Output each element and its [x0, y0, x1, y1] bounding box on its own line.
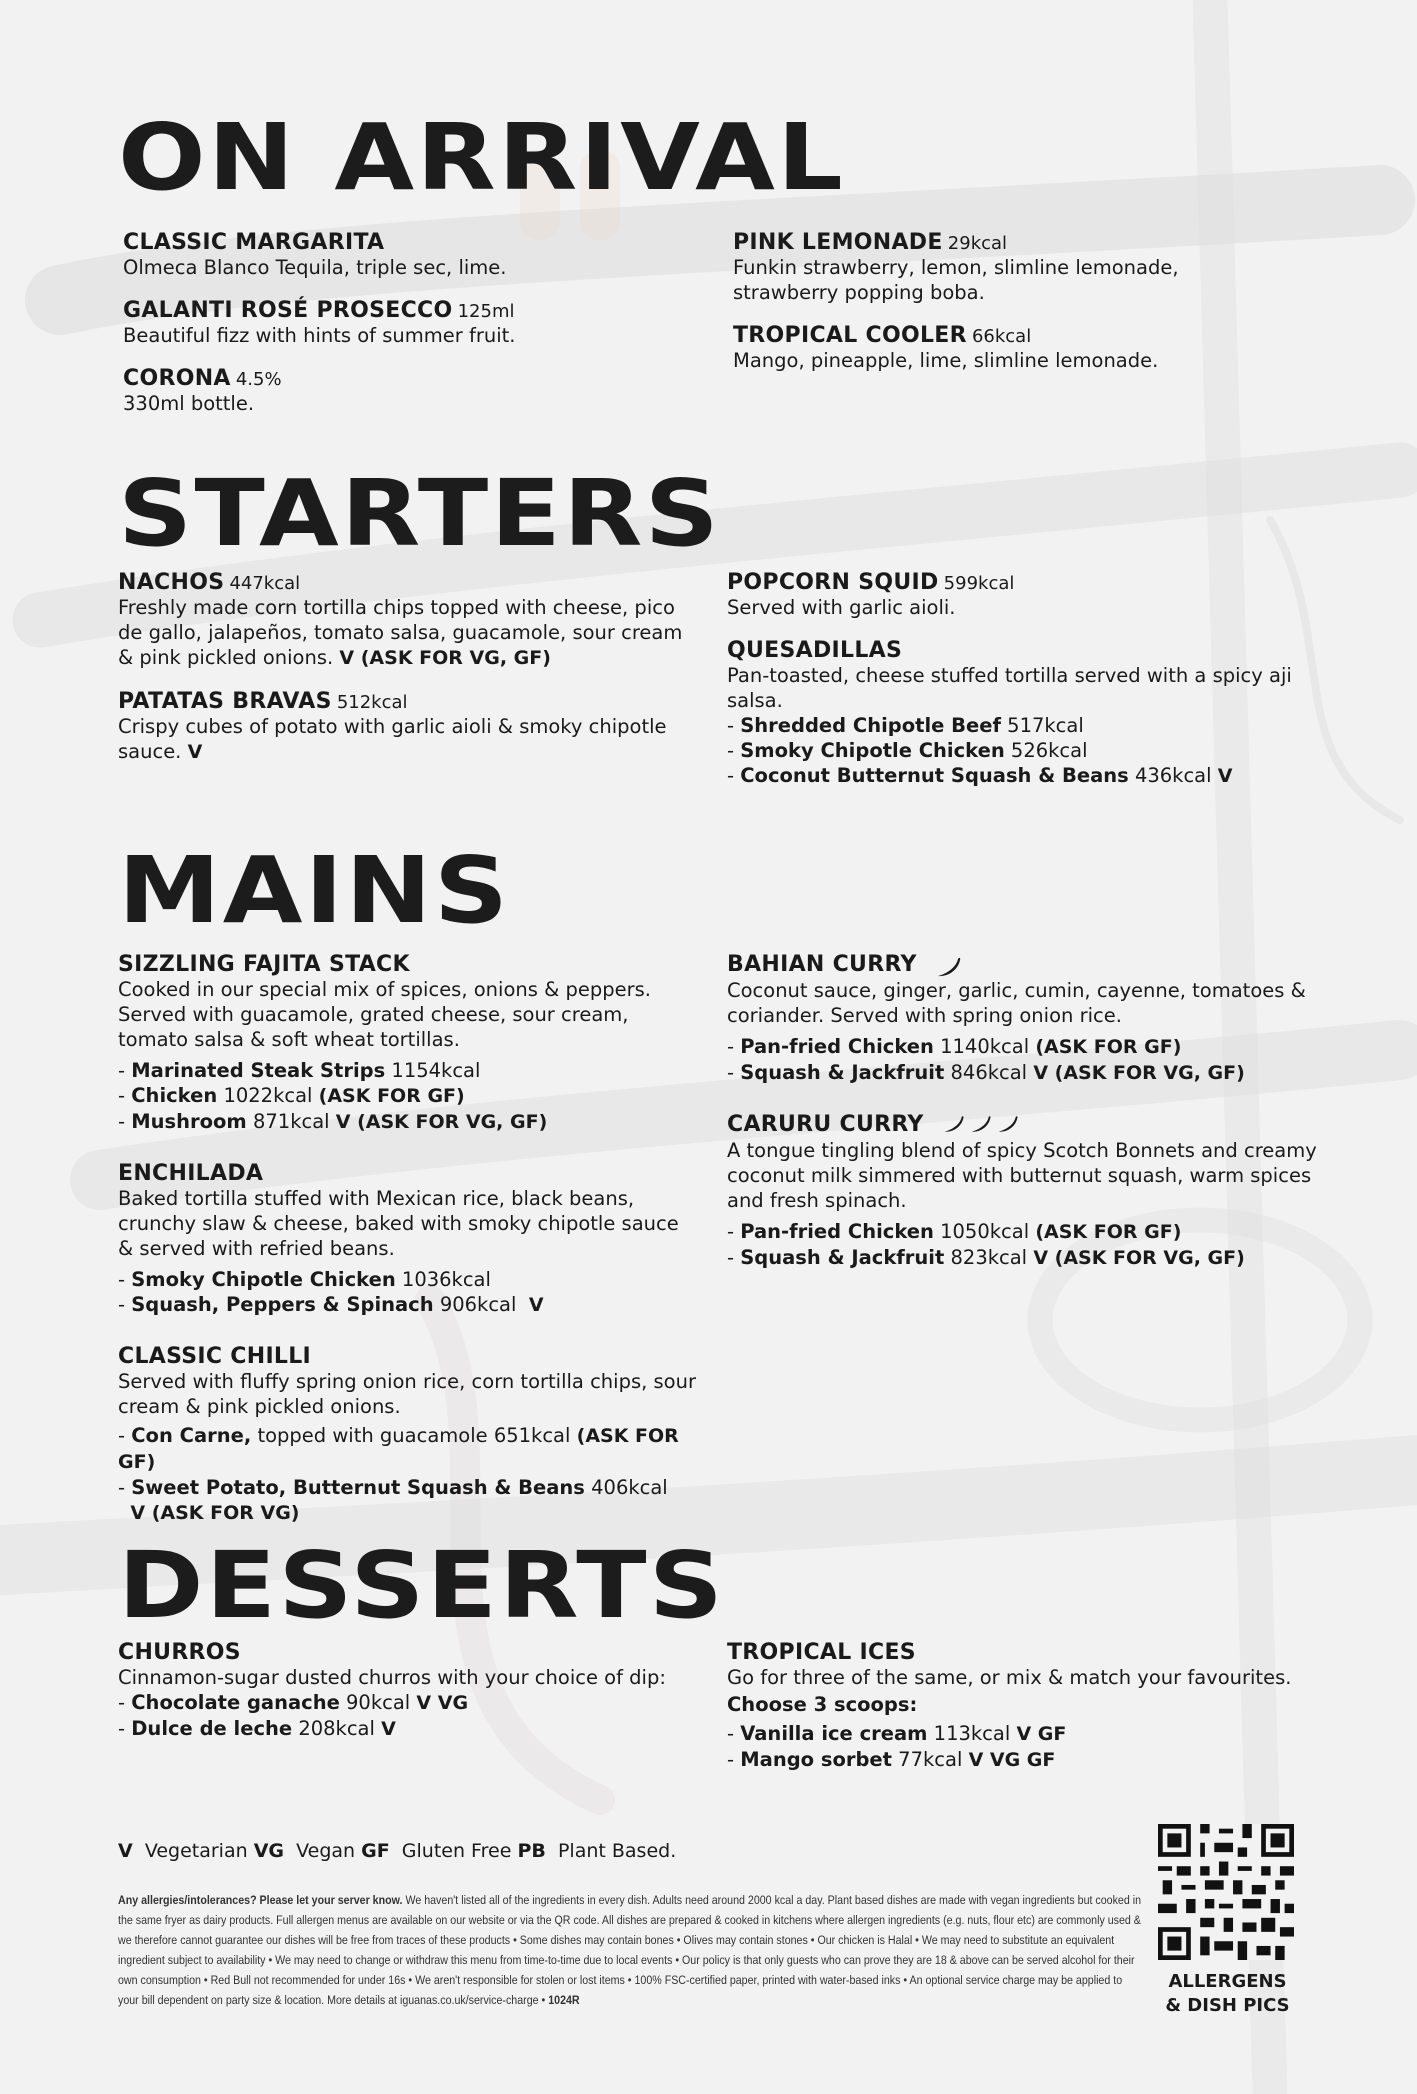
menu-item [118, 1344, 698, 1526]
option-row: - Squash, Peppers & Spinach 906kcal V [118, 1293, 544, 1316]
option-row: - Smoky Chipotle Chicken 1036kcal [118, 1268, 491, 1291]
item-name: POPCORN SQUID [727, 570, 939, 595]
item-name: CLASSIC MARGARITA [123, 230, 385, 255]
item-name: TROPICAL ICES [727, 1640, 916, 1665]
item-description: Go for three of the same, or mix & match your favourites. [727, 1666, 1292, 1689]
option-row: - Vanilla ice cream 113kcal V GF [727, 1722, 1067, 1745]
desserts-right-column [727, 1640, 1327, 1791]
item-description: Coconut sauce, ginger, garlic, cumin, cayenne, tomatoes & coriander. Served with spring onion rice. [727, 978, 1306, 1027]
menu-item [727, 570, 1307, 620]
item-description: Served with garlic aioli. [727, 596, 956, 619]
option-row: - Mushroom 871kcal V (ASK FOR VG, GF) [118, 1110, 548, 1133]
menu-item [118, 1640, 698, 1742]
item-description: Olmeca Blanco Tequila, triple sec, lime. [123, 256, 507, 279]
option-row: - Chicken 1022kcal (ASK FOR GF) [118, 1084, 465, 1107]
dietary-tag: V [528, 1294, 544, 1316]
item-kcal: 29kcal [947, 233, 1008, 254]
item-name: BAHIAN CURRY [727, 952, 917, 977]
item-name: CLASSIC CHILLI [118, 1344, 312, 1369]
item-description: A tongue tingling blend of spicy Scotch Bonnets and creamy coconut milk simmered with butternut squash, warm spices and fresh spinach. [727, 1139, 1317, 1212]
menu-item [727, 1640, 1327, 1773]
dietary-tag: V VG GF [968, 1749, 1056, 1771]
menu-item [123, 230, 683, 280]
option-row: - Chocolate ganache 90kcal V VG [118, 1691, 469, 1714]
item-name: CARURU CURRY [727, 1111, 924, 1137]
option-row: - Marinated Steak Strips 1154kcal [118, 1059, 481, 1082]
item-name: NACHOS [118, 570, 225, 595]
item-description: Freshly made corn tortilla chips topped with cheese, pico de gallo, jalapeños, tomato salsa, guacamole, sour cream & pink pickled onions. V (ASK FOR VG, GF) [118, 596, 683, 669]
item-measure: 4.5% [235, 369, 282, 390]
dietary-tag: V (ASK FOR VG, GF) [1033, 1061, 1245, 1084]
menu-item [727, 952, 1317, 1086]
dietary-tag: (ASK FOR GF) [318, 1085, 465, 1107]
item-name: QUESADILLAS [727, 638, 903, 663]
option-row: - Squash & Jackfruit 823kcal V (ASK FOR VG, GF) [727, 1246, 1245, 1269]
dietary-tag: (ASK FOR GF) [1035, 1035, 1182, 1058]
dietary-tag: V (ASK FOR VG) [130, 1502, 300, 1524]
item-name: GALANTI ROSÉ PROSECCO [123, 298, 453, 323]
menu-item [733, 230, 1253, 305]
option-row: - Pan-fried Chicken 1050kcal (ASK FOR GF) [727, 1220, 1182, 1243]
dietary-tag: V [187, 741, 203, 763]
menu-item [118, 1161, 698, 1318]
menu-item [733, 323, 1253, 373]
item-description: Served with fluffy spring onion rice, corn tortilla chips, sour cream & pink pickled onions. [118, 1370, 696, 1418]
menu-item [123, 298, 683, 348]
item-description: 330ml bottle. [123, 392, 255, 415]
item-name: CORONA [123, 366, 231, 391]
option-row: - Mango sorbet 77kcal V VG GF [727, 1748, 1056, 1771]
item-description: Pan-toasted, cheese stuffed tortilla served with a spicy aji salsa. [727, 664, 1292, 712]
item-name: PINK LEMONADE [733, 230, 943, 255]
option-row: - Sweet Potato, Butternut Squash & Beans 406kcal V (ASK FOR VG) [118, 1476, 668, 1524]
mains-left-column [118, 952, 698, 1544]
section-title-starters: STARTERS [118, 460, 722, 567]
item-description: Funkin strawberry, lemon, slimline lemonade, strawberry popping boba. [733, 256, 1179, 304]
dietary-tag: V [381, 1718, 396, 1740]
dietary-legend: V Vegetarian VG Vegan GF Gluten Free PB Plant Based. [118, 1840, 677, 1862]
dietary-tag: V VG [416, 1692, 469, 1714]
item-name: ENCHILADA [118, 1161, 264, 1186]
item-measure: 125ml [457, 301, 515, 322]
starters-left-column [118, 570, 688, 783]
menu-item [727, 638, 1307, 789]
dietary-tag: V GF [1016, 1723, 1067, 1745]
dietary-tag: (ASK FOR GF) [118, 1425, 679, 1473]
item-name: SIZZLING FAJITA STACK [118, 952, 410, 977]
section-title-on-arrival: ON ARRIVAL [118, 104, 846, 211]
item-kcal: 66kcal [971, 326, 1032, 347]
item-kcal: 512kcal [336, 692, 408, 713]
chili-icon [970, 1114, 992, 1134]
menu-item [118, 689, 688, 765]
menu-item [118, 570, 688, 671]
chili-icon [997, 1114, 1019, 1134]
item-name: CHURROS [118, 1640, 241, 1665]
option-row: - Squash & Jackfruit 846kcal V (ASK FOR VG, GF) [727, 1060, 1245, 1084]
mains-right-column [727, 952, 1317, 1289]
section-title-mains: MAINS [118, 837, 511, 944]
chili-heat-rating [943, 1114, 1019, 1138]
qr-code-label: ALLERGENS & DISH PICS [1165, 1971, 1290, 2016]
item-kcal: 447kcal [229, 573, 301, 594]
option-row: - Shredded Chipotle Beef 517kcal [727, 714, 1084, 737]
menu-item [118, 952, 698, 1135]
choose-label: Choose 3 scoops: [727, 1693, 918, 1716]
dietary-tag: V (ASK FOR VG, GF) [335, 1111, 548, 1133]
allergen-disclaimer: Any allergies/intolerances? Please let your server know. We haven't listed all of the ingredients in every dish. Adults need around 2000 kcal a day. Plant based dishes are made with vegan ingredients but cooked in the same fryer as dairy products. Full allergen menus are available on our website or via the QR code. All dishes are prepared & cooked in kitchens where allergen ingredients (e.g. nuts, flour etc) are commonly used & we therefore cannot guarantee our dishes will be free from traces of these products • Some dishes may contain bones • Olives may contain stones • Our chicken is Halal • We may need to substitute an equivalent ingredient subject to availability • We may need to change or withdraw this menu from time-to-time due to local events • Our policy is that only guests who can prove they are 18 & above can be served alcohol for their own consumption • Red Bull not recommended for under 16s • We aren't responsible for stolen or lost items • 100% FSC-certified paper, printed with water-based inks • An optional service charge may be applied to your bill dependent on party size & location. More details at iguanas.co.uk/service-charge • 1024R [118, 1893, 1142, 2007]
chili-icon [943, 1114, 965, 1134]
qr-code-icon[interactable] [1158, 1824, 1294, 1960]
item-description: Mango, pineapple, lime, slimline lemonade. [733, 349, 1159, 372]
item-description: Cinnamon-sugar dusted churros with your choice of dip: [118, 1666, 666, 1689]
option-row: - Dulce de leche 208kcal V [118, 1717, 396, 1740]
menu-item [123, 366, 683, 416]
option-row: - Coconut Butternut Squash & Beans 436kcal V [727, 764, 1233, 787]
item-description: Cooked in our special mix of spices, onions & peppers. Served with guacamole, grated cheese, sour cream, tomato salsa & soft wheat tortillas. [118, 978, 652, 1051]
dietary-tag: V (ASK FOR VG, GF) [1033, 1247, 1245, 1269]
item-description: Beautiful fizz with hints of summer fruit. [123, 324, 516, 347]
dietary-tag: V [1217, 765, 1233, 787]
item-kcal: 599kcal [943, 573, 1015, 594]
option-row: - Smoky Chipotle Chicken 526kcal [727, 739, 1088, 762]
option-row: - Con Carne, topped with guacamole 651kcal (ASK FOR GF) [118, 1424, 679, 1473]
menu-item [727, 1112, 1317, 1272]
item-name: PATATAS BRAVAS [118, 689, 332, 714]
item-description: Baked tortilla stuffed with Mexican rice, black beans, crunchy slaw & cheese, baked with smoky chipotle sauce & served with refried beans. [118, 1187, 679, 1260]
option-row: - Pan-fried Chicken 1140kcal (ASK FOR GF) [727, 1034, 1182, 1058]
arrival-left-column [123, 230, 683, 434]
dietary-tag: V (ASK FOR VG, GF) [339, 647, 551, 669]
item-description: Crispy cubes of potato with garlic aioli & smoky chipotle sauce. V [118, 715, 667, 763]
starters-right-column [727, 570, 1307, 807]
section-title-desserts: DESSERTS [118, 1532, 726, 1639]
chili-icon [936, 956, 962, 978]
dietary-tag: (ASK FOR GF) [1035, 1221, 1182, 1243]
desserts-left-column [118, 1640, 698, 1760]
item-name: TROPICAL COOLER [733, 323, 967, 348]
arrival-right-column [733, 230, 1253, 391]
